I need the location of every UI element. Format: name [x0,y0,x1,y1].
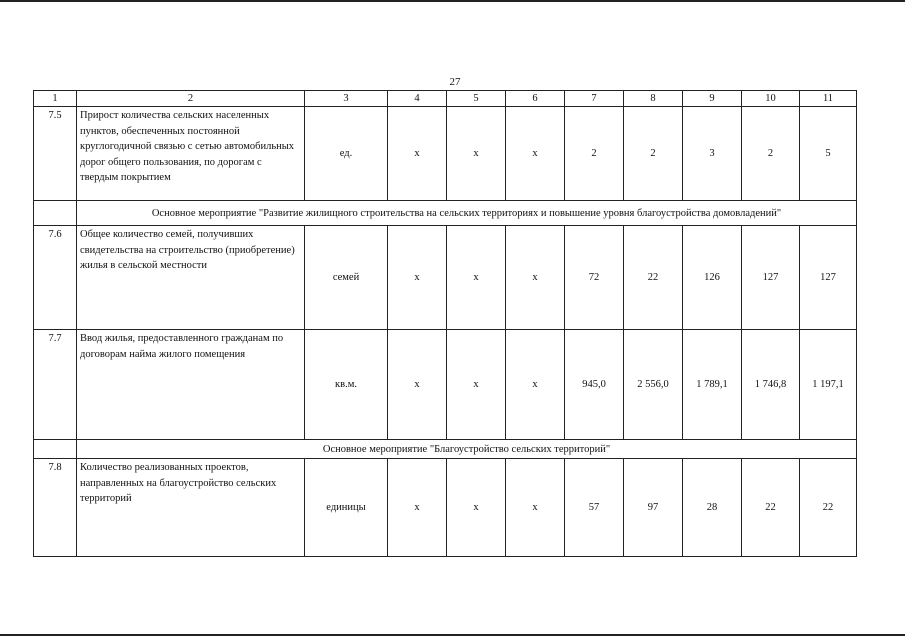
section-title: Основное мероприятие "Благоустройство сельских территорий" [77,440,857,459]
value-cell: х [447,330,506,440]
indicator-description: Ввод жилья, предоставленного гражданам по договорам найма жилого помещения [77,330,305,440]
table-row [34,107,857,201]
indicators-table [33,90,857,557]
unit-cell: единицы [305,459,388,557]
value-cell: 2 [565,107,624,201]
value-cell: х [388,459,447,557]
value-cell: х [388,226,447,330]
section-row [34,440,857,459]
value-cell: х [506,459,565,557]
column-header: 10 [742,91,800,107]
indicator-description: Количество реализованных проектов, направленных на благоустройство сельских территорий [77,459,305,557]
value-cell: 3 [683,107,742,201]
column-header: 2 [77,91,305,107]
indicator-description: Прирост количества сельских населенных пунктов, обеспеченных постоянной круглогодичной связью с сетью автомобильных дорог общего пользования, по дорогам с твердым покрытием [77,107,305,201]
row-number: 7.8 [34,459,77,557]
value-cell: 97 [624,459,683,557]
value-cell: х [388,330,447,440]
page-top-edge [0,0,905,2]
indicator-description: Общее количество семей, получивших свидетельства на строительство (приобретение) жилья в сельской местности [77,226,305,330]
value-cell: 22 [800,459,857,557]
value-cell: 28 [683,459,742,557]
value-cell: 127 [800,226,857,330]
row-number: 7.5 [34,107,77,201]
column-header-row [34,91,857,107]
value-cell: 1 746,8 [742,330,800,440]
value-cell: 22 [742,459,800,557]
value-cell: х [506,107,565,201]
value-cell: 127 [742,226,800,330]
value-cell: 126 [683,226,742,330]
value-cell: х [388,107,447,201]
unit-cell: кв.м. [305,330,388,440]
row-number-empty [34,201,77,226]
row-number: 7.7 [34,330,77,440]
value-cell: 1 197,1 [800,330,857,440]
value-cell: х [447,226,506,330]
page-number: 27 [449,76,461,88]
column-header: 7 [565,91,624,107]
value-cell: х [506,226,565,330]
value-cell: 1 789,1 [683,330,742,440]
column-header: 1 [34,91,77,107]
value-cell: х [447,107,506,201]
page-bottom-edge [0,634,905,636]
table-row [34,459,857,557]
column-header: 8 [624,91,683,107]
value-cell: 2 [624,107,683,201]
unit-cell: ед. [305,107,388,201]
row-number: 7.6 [34,226,77,330]
value-cell: 2 556,0 [624,330,683,440]
column-header: 6 [506,91,565,107]
value-cell: 72 [565,226,624,330]
unit-cell: семей [305,226,388,330]
value-cell: 2 [742,107,800,201]
column-header: 3 [305,91,388,107]
value-cell: х [447,459,506,557]
value-cell: х [506,330,565,440]
section-row [34,201,857,226]
table-row [34,330,857,440]
row-number-empty [34,440,77,459]
column-header: 11 [800,91,857,107]
column-header: 5 [447,91,506,107]
value-cell: 57 [565,459,624,557]
column-header: 9 [683,91,742,107]
column-header: 4 [388,91,447,107]
value-cell: 5 [800,107,857,201]
table-row [34,226,857,330]
value-cell: 945,0 [565,330,624,440]
section-title: Основное мероприятие "Развитие жилищного строительства на сельских территориях и повышение уровня благоустройства домовладений" [77,201,857,226]
value-cell: 22 [624,226,683,330]
